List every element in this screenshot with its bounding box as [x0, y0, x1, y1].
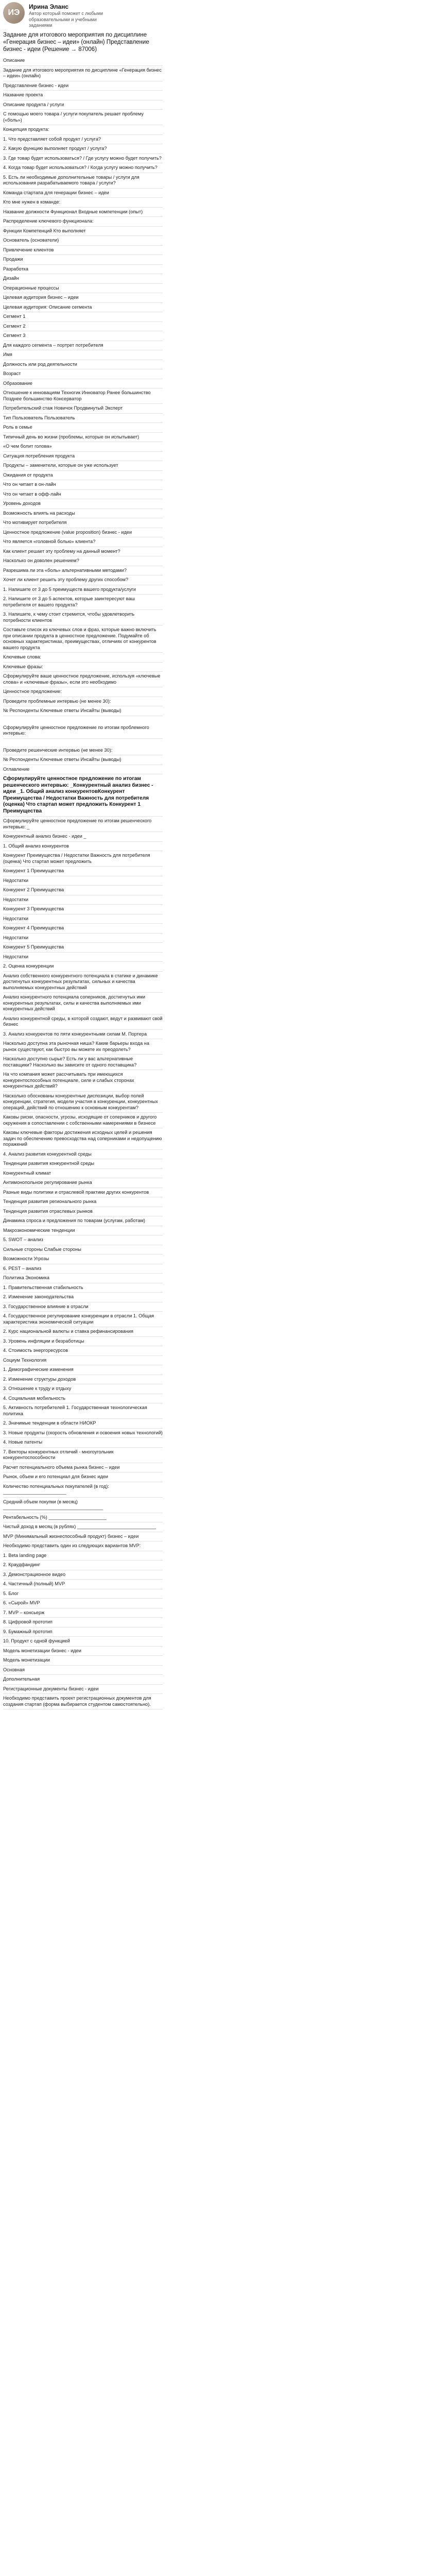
content-line: Сформулируйте ценностное предложение по итогам решенческого интервью: _ [3, 817, 163, 832]
content-line: Образование [3, 379, 163, 389]
content-line: Средний объем покупки (в месяц) ______________________________________ [3, 1498, 163, 1513]
content-line: Конкурент 5 Преимущества [3, 943, 163, 953]
content-line: Ключевые фразы: [3, 663, 163, 672]
content-line: 2. Оценка конкуренции [3, 962, 163, 972]
content-line: Насколько он доволен решением? [3, 556, 163, 566]
content-line: Анализ конкурентной среды, в которой создают, ведут и развивают свой бизнес [3, 1014, 163, 1030]
author-info [29, 2, 116, 29]
content-line: Разные виды политики и отраслевой практики других конкурентов [3, 1188, 163, 1198]
content-line: 10. Продукт с одной функцией [3, 1637, 163, 1647]
content-line: Основная [3, 1666, 163, 1675]
content-line: 1. Общий анализ конкурентов [3, 842, 163, 852]
content-line: Насколько обоснованы конкурентные диспозиции, выбор полей конкуренции, стратегия, модели участия в конкуренции, конкурентных операций, действий по отношению к основным конкурентам? [3, 1092, 163, 1113]
content-line: Сегмент 3 [3, 331, 163, 341]
content-line: Сильные стороны Слабые стороны [3, 1245, 163, 1255]
content-line: 6. PEST – анализ [3, 1264, 163, 1274]
content-line: 2. Какую функцию выполняет продукт / услуга? [3, 144, 163, 154]
content-line: 4. Анализ развития конкурентной среды [3, 1150, 163, 1160]
content-line: Сформулируйте ваше ценностное предложение, используя «ключевые слова» и «ключевые фразы», если это необходимо [3, 672, 163, 687]
content-line: Название должности Функционал Входные компетенции (опыт) [3, 208, 163, 217]
content-line: Операционные процессы [3, 284, 163, 294]
author-avatar[interactable] [3, 2, 25, 24]
content-line: Что он читает в офф-лайн [3, 490, 163, 500]
content-line: Анализ собственного конкурентного потенциала в статике и динамике достигнутых конкурентных результатах, сильных и качества выполняемых конкурентных действий [3, 972, 163, 993]
content-line: Недостатки [3, 934, 163, 943]
content-line: 9. Бумажный прототип [3, 1628, 163, 1637]
content-line: 3. Напишите, к чему стоит стремится, чтобы удовлетворить потребности клиентов [3, 610, 163, 625]
content-line: Каковы риски, опасности, угрозы, исходящие от соперников и другого окружения в сопоставлении с собственными намерениями в бизнесе [3, 1113, 163, 1128]
content-line: Насколько доступно сырье? Есть ли у вас альтернативные поставщики? Насколько вы зависите от одного поставщика? [3, 1055, 163, 1070]
content-line: Сегмент 1 [3, 312, 163, 322]
content-line: 1. Что представляет собой продукт / услуга? [3, 135, 163, 145]
content-line: 8. Цифровой прототип [3, 1618, 163, 1628]
content-line: Чистый доход в месяц (в рублях) ______________________________ [3, 1522, 163, 1532]
content-line: № Респонденты Ключевые ответы Инсайты (выводы) [3, 706, 163, 716]
content-line: Ценностное предложение (value proposition) бизнес - идеи [3, 528, 163, 538]
content-line: Возможность влиять на расходы [3, 509, 163, 519]
content-line: 2. Курс национальной валюты и ставка рефинансирования [3, 1327, 163, 1337]
content-line: 2. Напишите от 3 до 5 аспектов, которые заинтересуют ваш потребителя от вашего продукта? [3, 595, 163, 610]
content-line: Динамика спроса и предложения по товарам (услугам, работам) [3, 1216, 163, 1226]
content-line: 4. Государственное регулирование конкуренции в отрасли 1. Общая характеристика экономической ситуации [3, 1312, 163, 1327]
content-line: Конкурентный анализ бизнес - идеи _ [3, 832, 163, 842]
content-line: Продукты – заменители, которые он уже использует [3, 461, 163, 471]
content-line: Тенденции развития конкурентной среды [3, 1159, 163, 1169]
content-line: 2. Изменение структуры доходов [3, 1375, 163, 1385]
content-line: Макроэкономические тенденции [3, 1226, 163, 1236]
content-line: 2. Значимые тенденции в области НИОКР [3, 1419, 163, 1429]
content-line: С помощью моего товара / услуги покупатель решает проблему («боль») [3, 110, 163, 125]
content-line: Возраст [3, 369, 163, 379]
content-line: 4. Новые патенты [3, 1438, 163, 1448]
content-line: Целевая аудитория: Описание сегмента [3, 303, 163, 313]
content-line: Представление бизнес - идеи [3, 81, 163, 91]
content-line: Для каждого сегмента – портрет потребителя [3, 341, 163, 351]
content-line: Типичный день во жизни (проблемы, которые он испытывает) [3, 433, 163, 443]
content-line: Тенденция развития отраслевых рынков [3, 1207, 163, 1217]
content-line: Конкурент 2 Преимущества [3, 886, 163, 895]
content-line: Ожидания от продукта [3, 471, 163, 481]
content-line: Регистрационные документы бизнес - идеи [3, 1685, 163, 1694]
content-line: Привлечение клиентов [3, 246, 163, 256]
content-line: Что является «головной болью» клиента? [3, 537, 163, 547]
content-line: Проведите проблемные интервью (не менее 30): [3, 697, 163, 707]
content-line: Уровень доходов [3, 499, 163, 509]
content-line: Описание [3, 56, 163, 66]
content-line: 3. Анализ конкурентов по пяти конкурентными силам М. Портера [3, 1030, 163, 1040]
content-line: Что мотивирует потребителя [3, 518, 163, 528]
content-line: Недостатки [3, 876, 163, 886]
content-line: Имя [3, 350, 163, 360]
content-line: Задание для итогового мероприятия по дисциплине «Генерация бизнес – идеи» (онлайн) [3, 66, 163, 81]
content-line: Дизайн [3, 274, 163, 284]
content-line: Конкурентный климат [3, 1169, 163, 1179]
content-line: Ценностное предложение: [3, 687, 163, 697]
content-line: Недостатки [3, 895, 163, 905]
content-line: 5. Есть ли необходимые дополнительные товары / услуги для использования разрабатываемого товара / услуги? [3, 173, 163, 189]
content-line: Социум Технология [3, 1356, 163, 1366]
content-line: Описание продукта / услуги [3, 100, 163, 110]
content-line: Анализ конкурентного потенциала соперников, достигнутых ими конкурентных результатах, силы и качества выполняемых ими конкурентных действий [3, 993, 163, 1014]
content-line: 3. Уровень инфляции и безработицы [3, 1337, 163, 1347]
content-line [3, 716, 163, 723]
content-line: Конкурент 4 Преимущества [3, 924, 163, 934]
content-line: Конкурент 1 Преимущества [3, 867, 163, 876]
content-line: 2. Краудфандинг [3, 1561, 163, 1570]
content-line: Модель монетизации бизнес - идеи [3, 1647, 163, 1656]
content-line: Составьте список из ключевых слов и фраз, которые важно включить при описании продукта в ценностное предложение. Подумайте об основных характеристиках, преимуществах, отличиях от конкурентов вашего продукта [3, 625, 163, 653]
content-line: MVP (Минимальный жизнеспособный продукт) бизнес – идеи [3, 1532, 163, 1542]
content-line: 1. Beta landing page [3, 1551, 163, 1561]
content-line: Ситуация потребления продукта [3, 452, 163, 462]
document-content [3, 56, 163, 1709]
content-line: 7. Векторы конкурентных отличий - многоугольник конкурентоспособности [3, 1448, 163, 1463]
content-line: 5. SWOT – анализ [3, 1235, 163, 1245]
content-line: 3. Отношение к труду и отдыху [3, 1384, 163, 1394]
content-line: 2. Изменение законодательства [3, 1293, 163, 1302]
content-line: Конкурент Преимущества / Недостатки Важность для потребителя (оценка) Что стартап может предложить [3, 851, 163, 867]
content-line: Основатель (основатели) [3, 236, 163, 246]
content-line: 4. Когда товар будет использоваться? / Когда услугу можно получить? [3, 163, 163, 173]
content-line: Проведите решенческие интервью (не менее 30): [3, 746, 163, 756]
content-line: 5. Блог [3, 1589, 163, 1599]
content-line: 3. Новые продукты (скорость обновления и освоения новых технологий) [3, 1429, 163, 1438]
content-line: Распределение ключевого функционала: [3, 217, 163, 227]
content-line: Рынок, объем и его потенциал для бизнес идеи [3, 1472, 163, 1482]
author-name[interactable]: Ирина Эланс [29, 3, 69, 10]
content-line: Название проекта [3, 91, 163, 100]
content-line: Тип Пользователь Пользователь [3, 414, 163, 423]
content-line: Роль в семье [3, 423, 163, 433]
content-line: Хочет ли клиент решить эту проблему других способом? [3, 575, 163, 585]
content-line: Функции Компетенций Кто выполняет [3, 227, 163, 236]
content-line: Продажи [3, 255, 163, 265]
content-line: Потребительский стаж Новичок Продвинутый Эксперт [3, 404, 163, 414]
content-line: «О чем болит голова» [3, 442, 163, 452]
content-line: Модель монетизации [3, 1656, 163, 1666]
content-line: Недостатки [3, 914, 163, 924]
content-line: 1. Напишите от 3 до 5 преимуществ вашего продукта/услуги [3, 585, 163, 595]
author-description: Автор который поможет с любыми образовательными и учебными заданиями [29, 11, 103, 28]
content-line: Тенденция развития регионального рынка [3, 1197, 163, 1207]
content-line: 4. Стоимость энергоресурсов [3, 1346, 163, 1356]
content-line: Сегмент 2 [3, 322, 163, 332]
content-line: Сформулируйте ценностное предложение по итогам решенческого интервью: _Конкурентный анализ бизнес - идеи _1. Общий анализ конкурентовКонкурент Преимущества / Недостатки Важность для потребителя (оценка) Что стартап может предложить Конкурент 1 Преимущества [3, 774, 163, 817]
content-line: Необходимо представить один из следующих вариантов MVP: [3, 1541, 163, 1551]
avatar-initials: ИЭ [8, 8, 20, 17]
content-line: Насколько доступна эта рыночная ниша? Какие барьеры входа на рынок существуют, как быстро вы можете их преодолеть? [3, 1039, 163, 1055]
content-line: Расчет потенциального объема рынка бизнес – идеи [3, 1463, 163, 1473]
content-line: Сформулируйте ценностное предложение по итогам проблемного интервью: [3, 723, 163, 739]
content-line: Отношение к инновациям Техногик Инноватор Ранее большинство Позднее большинство Консерватор [3, 388, 163, 404]
content-line: Разработка [3, 265, 163, 275]
content-line: Как клиент решает эту проблему на данный момент? [3, 547, 163, 557]
content-line: Разрешима ли эта «боль» альтернативными методами? [3, 566, 163, 576]
content-line: Антимонопольное регулирование рынка [3, 1178, 163, 1188]
content-line: № Респонденты Ключевые ответы Инсайты (выводы) [3, 755, 163, 765]
content-line: 3. Демонстрационное видео [3, 1570, 163, 1580]
content-line: Возможности Угрозы [3, 1255, 163, 1264]
document-title: Задание для итогового мероприятия по дисциплине «Генерация бизнес – идеи» (онлайн) Представление бизнес - идеи (Решение → 87006) [3, 32, 149, 53]
content-line: Концепция продукта: [3, 125, 163, 135]
content-line: Что он читает в он-лайн [3, 480, 163, 490]
content-line: 3. Где товар будет использоваться? / Где услугу можно будет получить? [3, 154, 163, 164]
content-line: Рентабельность (%) ______________________ [3, 1513, 163, 1523]
content-line: Каковы ключевые факторы достижения исходных целей и решения задач по обеспечению превосходства над соперниками и недопущению поражений [3, 1128, 163, 1150]
content-line: 6. «Сырой» MVP [3, 1599, 163, 1608]
content-line: 3. Государственное влияние в отрасли [3, 1302, 163, 1312]
content-line: 4. Частичный (полный) MVP [3, 1580, 163, 1589]
content-line: 7. MVP – консьерж [3, 1608, 163, 1618]
content-line: 4. Социальная мобильность [3, 1394, 163, 1404]
content-line: 1. Правительственная стабильность [3, 1283, 163, 1293]
content-line: Команда стартапа для генерации бизнес – идеи [3, 189, 163, 198]
content-line: Количество потенциальных покупателей (в год): ________________________ [3, 1482, 163, 1498]
content-line: Целевая аудитория бизнес – идеи [3, 293, 163, 303]
content-line [3, 739, 163, 746]
content-line: Оглавление [3, 765, 163, 775]
content-line: Кто мне нужен в команде: [3, 198, 163, 208]
content-line: Недостатки [3, 953, 163, 962]
content-line: 5. Активность потребителей 1. Государственная технологическая политика [3, 1403, 163, 1419]
content-line: Необходимо представить проект регистрационных документов для создания стартап (форма выбирается студентом самостоятельно). [3, 1694, 163, 1709]
content-line: Политика Экономика [3, 1274, 163, 1283]
content-line: Конкурент 3 Преимущества [3, 905, 163, 914]
content-line: 1. Демографические изменения [3, 1365, 163, 1375]
content-line: Должность или род деятельности [3, 360, 163, 370]
content-line: Дополнительная [3, 1675, 163, 1685]
content-line: Ключевые слова: [3, 653, 163, 663]
content-line: На что компания может рассчитывать при имеющихся конкурентоспособных потенциале, силе и слабых сторонах конкурентных действий? [3, 1070, 163, 1092]
author-header [3, 2, 434, 29]
